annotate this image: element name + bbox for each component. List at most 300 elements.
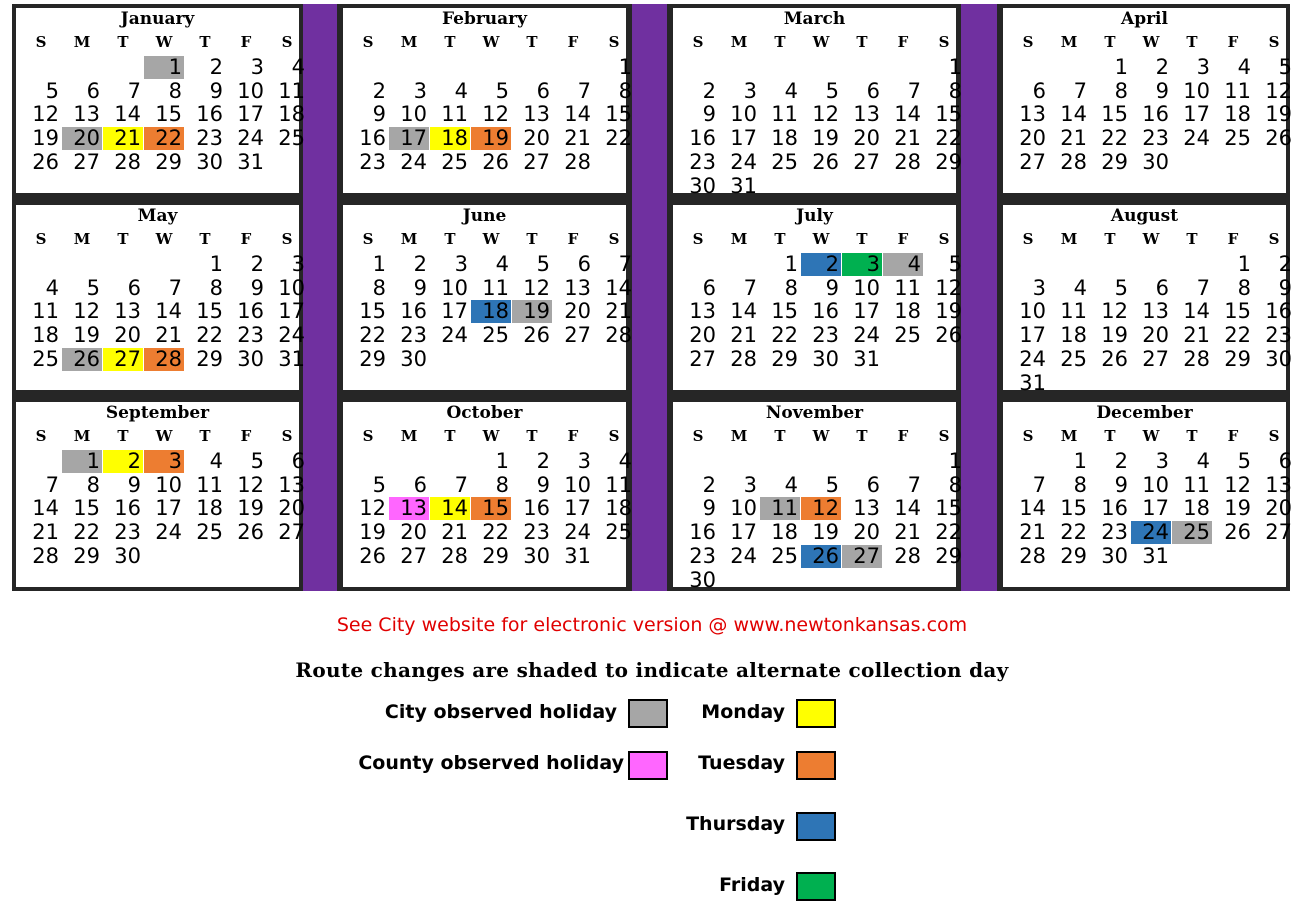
- day-cell: 21: [1060, 126, 1087, 150]
- day-cell: 13: [523, 102, 550, 126]
- day-cell: 9: [413, 276, 427, 300]
- day-cell: 21: [103, 127, 143, 150]
- weekday-header: M: [730, 230, 748, 248]
- month-title: August: [1110, 206, 1179, 226]
- day-cell: 27: [278, 520, 305, 544]
- weekday-header: T: [1104, 230, 1116, 248]
- day-cell: 22: [359, 323, 386, 347]
- day-cell: 6: [1278, 449, 1292, 473]
- day-cell: 3: [144, 450, 184, 473]
- weekday-header: T: [444, 427, 456, 445]
- day-cell: 21: [894, 126, 921, 150]
- day-cell: 23: [523, 520, 550, 544]
- weekday-header: T: [199, 230, 211, 248]
- day-cell: 11: [482, 276, 509, 300]
- day-cell: 8: [618, 79, 632, 103]
- day-cell: 17: [564, 496, 591, 520]
- day-cell: 22: [935, 126, 962, 150]
- day-cell: 15: [771, 299, 798, 323]
- legend-label-county-holiday: County observed holiday: [358, 752, 624, 774]
- day-cell: 3: [743, 79, 757, 103]
- day-cell: 22: [73, 520, 100, 544]
- legend-label-city-holiday: City observed holiday: [384, 701, 617, 723]
- legend-title: Route changes are shaded to indicate alternate collection day: [295, 658, 1009, 682]
- weekday-header: W: [812, 427, 830, 445]
- weekday-header: S: [608, 230, 620, 248]
- weekday-header: S: [1268, 427, 1280, 445]
- day-cell: 9: [1278, 276, 1292, 300]
- day-cell: 29: [482, 544, 509, 568]
- day-cell: 6: [866, 79, 880, 103]
- day-cell: 7: [907, 473, 921, 497]
- day-cell: 17: [730, 520, 757, 544]
- day-cell: 5: [372, 473, 386, 497]
- day-cell: 24: [730, 150, 757, 174]
- day-cell: 17: [1142, 496, 1169, 520]
- weekday-header: W: [812, 33, 830, 51]
- weekday-header: W: [482, 427, 500, 445]
- weekday-header: M: [730, 427, 748, 445]
- month-title: February: [441, 9, 527, 29]
- day-cell: 27: [1142, 347, 1169, 371]
- weekday-header: S: [938, 427, 950, 445]
- weekday-header: M: [1060, 427, 1078, 445]
- day-cell: 5: [495, 79, 509, 103]
- day-cell: 6: [86, 79, 100, 103]
- day-cell: 18: [605, 496, 632, 520]
- day-cell: 21: [1019, 520, 1046, 544]
- weekday-header: T: [856, 427, 868, 445]
- weekday-header: F: [567, 230, 579, 248]
- day-cell: 3: [743, 473, 757, 497]
- day-cell: 20: [1142, 323, 1169, 347]
- weekday-header: S: [281, 230, 293, 248]
- day-cell: 15: [1224, 299, 1251, 323]
- weekday-header: S: [362, 230, 374, 248]
- weekday-header: S: [362, 427, 374, 445]
- weekday-header: S: [35, 33, 47, 51]
- day-cell: 29: [155, 150, 182, 174]
- purple-divider: [303, 4, 337, 591]
- weekday-header: S: [938, 230, 950, 248]
- day-cell: 29: [196, 347, 223, 371]
- weekday-header: T: [856, 230, 868, 248]
- day-cell: 11: [771, 102, 798, 126]
- day-cell: 21: [441, 520, 468, 544]
- day-cell: 14: [1019, 496, 1046, 520]
- day-cell: 12: [1265, 79, 1292, 103]
- day-cell: 5: [825, 473, 839, 497]
- weekday-header: T: [1186, 427, 1198, 445]
- weekday-header: F: [897, 33, 909, 51]
- day-cell: 23: [1265, 323, 1292, 347]
- day-cell: 27: [842, 545, 882, 568]
- day-cell: 1: [495, 449, 509, 473]
- weekday-header: S: [938, 33, 950, 51]
- day-cell: 23: [1101, 520, 1128, 544]
- day-cell: 27: [1265, 520, 1292, 544]
- day-cell: 6: [1155, 276, 1169, 300]
- day-cell: 13: [389, 497, 429, 520]
- weekday-header: W: [1142, 230, 1160, 248]
- calendar-grid: [12, 4, 1290, 591]
- website-note: See City website for electronic version @ www.newtonkansas.com: [336, 614, 968, 636]
- weekday-header: T: [774, 427, 786, 445]
- day-cell: 12: [801, 497, 841, 520]
- day-cell: 17: [853, 299, 880, 323]
- day-cell: 9: [1155, 79, 1169, 103]
- day-cell: 21: [564, 126, 591, 150]
- day-cell: 25: [605, 520, 632, 544]
- day-cell: 19: [73, 323, 100, 347]
- day-cell: 24: [853, 323, 880, 347]
- weekday-header: W: [1142, 33, 1160, 51]
- day-cell: 24: [1131, 521, 1171, 544]
- day-cell: 20: [689, 323, 716, 347]
- day-cell: 19: [359, 520, 386, 544]
- day-cell: 5: [825, 79, 839, 103]
- day-cell: 24: [237, 126, 264, 150]
- day-cell: 18: [1183, 496, 1210, 520]
- day-cell: 17: [237, 102, 264, 126]
- day-cell: 29: [935, 150, 962, 174]
- day-cell: 8: [948, 79, 962, 103]
- weekday-header: S: [1022, 427, 1034, 445]
- day-cell: 25: [196, 520, 223, 544]
- day-cell: 16: [400, 299, 427, 323]
- day-cell: 1: [948, 55, 962, 79]
- day-cell: 12: [812, 102, 839, 126]
- day-cell: 6: [702, 276, 716, 300]
- day-cell: 18: [430, 127, 470, 150]
- weekday-header: S: [1268, 33, 1280, 51]
- day-cell: 30: [812, 347, 839, 371]
- weekday-header: F: [240, 230, 252, 248]
- legend-label-tuesday: Tuesday: [698, 752, 785, 774]
- day-cell: 1: [209, 252, 223, 276]
- day-cell: 1: [1237, 252, 1251, 276]
- weekday-header: M: [400, 33, 418, 51]
- day-cell: 17: [1019, 323, 1046, 347]
- day-cell: 30: [400, 347, 427, 371]
- day-cell: 28: [730, 347, 757, 371]
- day-cell: 10: [441, 276, 468, 300]
- day-cell: 29: [73, 544, 100, 568]
- weekday-header: S: [281, 427, 293, 445]
- day-cell: 16: [237, 299, 264, 323]
- day-cell: 19: [1224, 496, 1251, 520]
- month-title: March: [783, 9, 846, 29]
- day-cell: 9: [825, 276, 839, 300]
- weekday-header: F: [567, 33, 579, 51]
- day-cell: 24: [1183, 126, 1210, 150]
- day-cell: 18: [1224, 102, 1251, 126]
- day-cell: 8: [1073, 473, 1087, 497]
- day-cell: 26: [32, 150, 59, 174]
- day-cell: 10: [1142, 473, 1169, 497]
- day-cell: 2: [372, 79, 386, 103]
- day-cell: 4: [1073, 276, 1087, 300]
- day-cell: 20: [853, 520, 880, 544]
- day-cell: 11: [441, 102, 468, 126]
- day-cell: 1: [372, 252, 386, 276]
- day-cell: 10: [237, 79, 264, 103]
- day-cell: 11: [605, 473, 632, 497]
- weekday-header: W: [155, 230, 173, 248]
- day-cell: 26: [62, 348, 102, 371]
- day-cell: 20: [278, 496, 305, 520]
- month-may: [16, 205, 305, 390]
- weekday-header: W: [812, 230, 830, 248]
- weekday-header: S: [281, 33, 293, 51]
- day-cell: 23: [1142, 126, 1169, 150]
- day-cell: 28: [605, 323, 632, 347]
- day-cell: 31: [1142, 544, 1169, 568]
- day-cell: 4: [784, 473, 798, 497]
- purple-divider: [632, 4, 667, 591]
- legend-label-monday: Monday: [701, 701, 785, 723]
- day-cell: 7: [907, 79, 921, 103]
- day-cell: 28: [564, 150, 591, 174]
- legend-swatch-tuesday: [796, 751, 836, 780]
- day-cell: 18: [894, 299, 921, 323]
- day-cell: 23: [114, 520, 141, 544]
- weekday-header: T: [774, 230, 786, 248]
- day-cell: 11: [1224, 79, 1251, 103]
- day-cell: 31: [237, 150, 264, 174]
- month-title: July: [796, 206, 833, 226]
- month-april: [1003, 8, 1292, 193]
- day-cell: 3: [842, 253, 882, 276]
- weekday-header: T: [444, 33, 456, 51]
- day-cell: 9: [372, 102, 386, 126]
- day-cell: 25: [771, 150, 798, 174]
- day-cell: 14: [564, 102, 591, 126]
- day-cell: 14: [1060, 102, 1087, 126]
- day-cell: 3: [1196, 55, 1210, 79]
- day-cell: 4: [454, 79, 468, 103]
- day-cell: 13: [689, 299, 716, 323]
- day-cell: 7: [45, 473, 59, 497]
- day-cell: 6: [536, 79, 550, 103]
- day-cell: 20: [1019, 126, 1046, 150]
- weekday-header: T: [856, 33, 868, 51]
- day-cell: 10: [400, 102, 427, 126]
- day-cell: 7: [577, 79, 591, 103]
- day-cell: 25: [441, 150, 468, 174]
- day-cell: 27: [1019, 150, 1046, 174]
- day-cell: 23: [359, 150, 386, 174]
- day-cell: 15: [935, 496, 962, 520]
- weekday-header: T: [1186, 230, 1198, 248]
- day-cell: 6: [866, 473, 880, 497]
- day-cell: 18: [32, 323, 59, 347]
- day-cell: 4: [883, 253, 923, 276]
- day-cell: 5: [1278, 55, 1292, 79]
- day-cell: 5: [1237, 449, 1251, 473]
- day-cell: 10: [730, 496, 757, 520]
- day-cell: 19: [471, 127, 511, 150]
- day-cell: 29: [1060, 544, 1087, 568]
- day-cell: 28: [144, 348, 184, 371]
- day-cell: 20: [523, 126, 550, 150]
- day-cell: 4: [291, 55, 305, 79]
- day-cell: 8: [1114, 79, 1128, 103]
- day-cell: 22: [771, 323, 798, 347]
- day-cell: 14: [155, 299, 182, 323]
- day-cell: 14: [894, 102, 921, 126]
- day-cell: 2: [536, 449, 550, 473]
- day-cell: 21: [155, 323, 182, 347]
- month-january: [16, 8, 305, 193]
- day-cell: 23: [400, 323, 427, 347]
- day-cell: 24: [1019, 347, 1046, 371]
- day-cell: 5: [250, 449, 264, 473]
- day-cell: 27: [564, 323, 591, 347]
- day-cell: 2: [702, 473, 716, 497]
- day-cell: 21: [605, 299, 632, 323]
- day-cell: 9: [127, 473, 141, 497]
- day-cell: 16: [114, 496, 141, 520]
- day-cell: 24: [730, 544, 757, 568]
- day-cell: 27: [400, 544, 427, 568]
- day-cell: 2: [250, 252, 264, 276]
- day-cell: 8: [372, 276, 386, 300]
- purple-divider: [961, 4, 997, 591]
- day-cell: 20: [853, 126, 880, 150]
- day-cell: 2: [413, 252, 427, 276]
- day-cell: 27: [103, 348, 143, 371]
- day-cell: 22: [1101, 126, 1128, 150]
- day-cell: 12: [1224, 473, 1251, 497]
- day-cell: 11: [1060, 299, 1087, 323]
- weekday-header: M: [73, 33, 91, 51]
- day-cell: 23: [812, 323, 839, 347]
- day-cell: 5: [86, 276, 100, 300]
- day-cell: 25: [1224, 126, 1251, 150]
- month-november: [673, 402, 962, 592]
- weekday-header: M: [73, 427, 91, 445]
- day-cell: 18: [471, 300, 511, 323]
- day-cell: 10: [564, 473, 591, 497]
- day-cell: 14: [605, 276, 632, 300]
- day-cell: 30: [114, 544, 141, 568]
- day-cell: 15: [73, 496, 100, 520]
- day-cell: 22: [605, 126, 632, 150]
- day-cell: 14: [894, 496, 921, 520]
- weekday-header: S: [692, 427, 704, 445]
- day-cell: 30: [689, 174, 716, 198]
- day-cell: 30: [196, 150, 223, 174]
- day-cell: 31: [564, 544, 591, 568]
- day-cell: 24: [400, 150, 427, 174]
- day-cell: 29: [359, 347, 386, 371]
- weekday-header: S: [362, 33, 374, 51]
- day-cell: 28: [894, 544, 921, 568]
- day-cell: 29: [771, 347, 798, 371]
- day-cell: 2: [209, 55, 223, 79]
- month-october: [343, 402, 632, 587]
- month-july: [673, 205, 962, 390]
- month-title: June: [462, 206, 507, 226]
- day-cell: 3: [250, 55, 264, 79]
- day-cell: 1: [618, 55, 632, 79]
- day-cell: 4: [209, 449, 223, 473]
- weekday-header: M: [1060, 33, 1078, 51]
- day-cell: 16: [689, 520, 716, 544]
- legend-label-thursday: Thursday: [686, 813, 785, 835]
- day-cell: 12: [32, 102, 59, 126]
- weekday-header: T: [444, 230, 456, 248]
- day-cell: 25: [482, 323, 509, 347]
- day-cell: 22: [935, 520, 962, 544]
- weekday-header: F: [240, 33, 252, 51]
- day-cell: 6: [577, 252, 591, 276]
- day-cell: 16: [359, 126, 386, 150]
- day-cell: 30: [689, 568, 716, 592]
- weekday-header: T: [526, 427, 538, 445]
- day-cell: 24: [278, 323, 305, 347]
- day-cell: 22: [144, 127, 184, 150]
- month-title: January: [120, 9, 195, 29]
- day-cell: 10: [155, 473, 182, 497]
- day-cell: 15: [471, 497, 511, 520]
- day-cell: 22: [482, 520, 509, 544]
- day-cell: 28: [1060, 150, 1087, 174]
- weekday-header: W: [482, 33, 500, 51]
- day-cell: 1: [948, 449, 962, 473]
- month-march: [673, 8, 962, 198]
- day-cell: 31: [853, 347, 880, 371]
- day-cell: 4: [495, 252, 509, 276]
- day-cell: 20: [564, 299, 591, 323]
- day-cell: 10: [1183, 79, 1210, 103]
- legend-swatch-friday: [796, 872, 836, 901]
- weekday-header: F: [1227, 33, 1239, 51]
- month-december: [1003, 402, 1292, 587]
- day-cell: 24: [155, 520, 182, 544]
- day-cell: 19: [32, 126, 59, 150]
- day-cell: 26: [935, 323, 962, 347]
- day-cell: 18: [278, 102, 305, 126]
- day-cell: 7: [127, 79, 141, 103]
- day-cell: 7: [454, 473, 468, 497]
- day-cell: 12: [73, 299, 100, 323]
- day-cell: 23: [237, 323, 264, 347]
- day-cell: 25: [894, 323, 921, 347]
- day-cell: 11: [32, 299, 59, 323]
- day-cell: 10: [1019, 299, 1046, 323]
- day-cell: 8: [1237, 276, 1251, 300]
- weekday-header: T: [199, 33, 211, 51]
- day-cell: 24: [441, 323, 468, 347]
- weekday-header: S: [608, 427, 620, 445]
- day-cell: 14: [430, 497, 470, 520]
- day-cell: 1: [1114, 55, 1128, 79]
- month-title: September: [105, 403, 210, 423]
- day-cell: 17: [155, 496, 182, 520]
- day-cell: 3: [291, 252, 305, 276]
- day-cell: 2: [1114, 449, 1128, 473]
- day-cell: 8: [209, 276, 223, 300]
- weekday-header: W: [155, 427, 173, 445]
- weekday-header: F: [1227, 230, 1239, 248]
- day-cell: 30: [523, 544, 550, 568]
- day-cell: 22: [196, 323, 223, 347]
- weekday-header: T: [199, 427, 211, 445]
- day-cell: 12: [1101, 299, 1128, 323]
- day-cell: 5: [1114, 276, 1128, 300]
